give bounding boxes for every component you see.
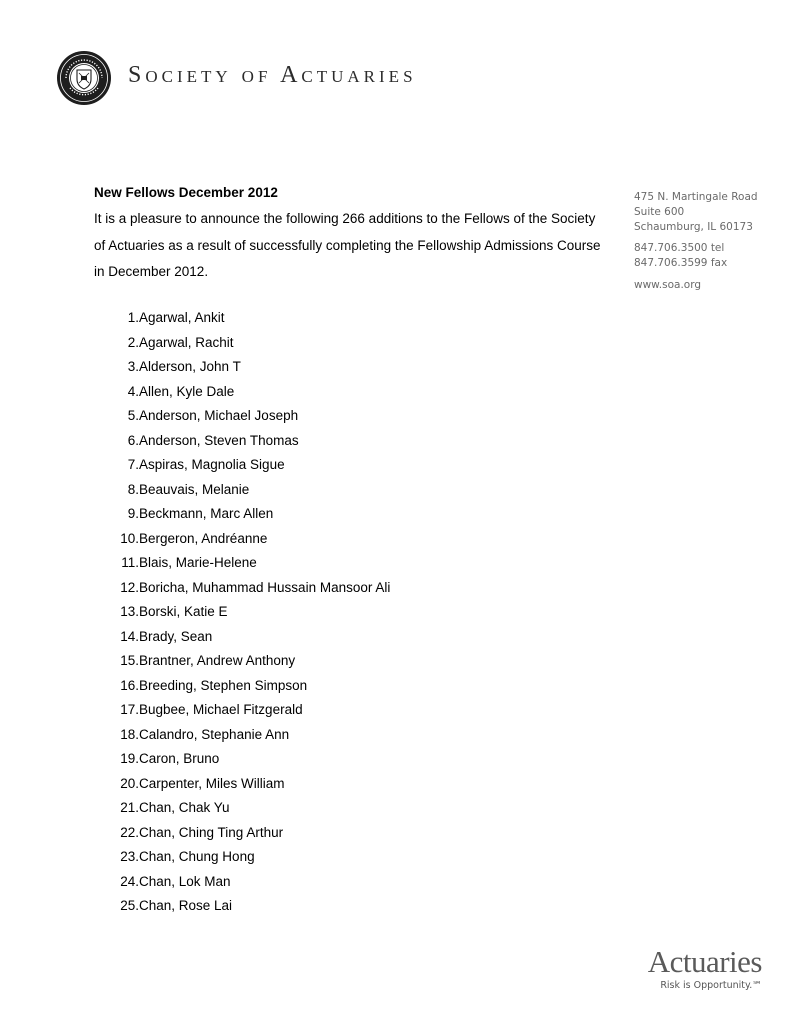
list-item <box>108 674 308 699</box>
document-title: New Fellows December 2012 <box>94 185 278 200</box>
list-number: 1. <box>127 310 139 325</box>
list-number: 17. <box>120 702 139 717</box>
fellow-name: Brantner, Andrew Anthony <box>139 653 296 668</box>
fellow-name: Calandro, Stephanie Ann <box>139 726 290 742</box>
fellow-name: Chan, Rose Lai <box>139 898 233 913</box>
intro-line: of Actuaries as a result of successfully completing the Fellowship Admissions Course <box>94 237 601 253</box>
fellow-name: Beauvais, Melanie <box>139 481 250 497</box>
list-number: 18. <box>120 726 139 742</box>
list-number: 12. <box>120 579 139 595</box>
organization-name: Society of Actuaries <box>128 62 417 88</box>
list-item <box>108 747 220 772</box>
brand-tagline: Risk is Opportunity.℠ <box>660 980 762 991</box>
fellow-name: Borski, Katie E <box>139 604 228 619</box>
intro-line: in December 2012. <box>94 264 209 279</box>
society-seal-icon <box>56 50 112 106</box>
fellow-name: Alderson, John T <box>139 359 241 374</box>
list-number: 16. <box>120 677 139 693</box>
fellow-name: Anderson, Michael Joseph <box>139 408 299 423</box>
fellow-name: Agarwal, Ankit <box>139 310 225 325</box>
list-number: 8. <box>127 481 139 497</box>
footer-brand <box>620 946 762 991</box>
list-item <box>108 478 250 503</box>
list-item <box>108 698 303 723</box>
fellow-name: Beckmann, Marc Allen <box>139 506 274 521</box>
fellow-name: Brady, Sean <box>139 628 213 644</box>
list-number: 6. <box>127 432 139 448</box>
list-item <box>108 821 284 846</box>
fellows-list <box>108 306 391 919</box>
contact-tel: 847.706.3500 tel <box>634 242 725 254</box>
list-item <box>108 649 296 674</box>
list-number: 10. <box>120 530 139 546</box>
list-item <box>108 404 299 429</box>
list-item <box>108 625 213 650</box>
intro-line: It is a pleasure to announce the following 266 additions to the Fellows of the Society <box>94 211 596 226</box>
list-number: 2. <box>127 334 139 350</box>
list-number: 20. <box>120 775 139 791</box>
contact-street: 475 N. Martingale Road <box>634 191 758 203</box>
list-number: 22. <box>120 824 139 840</box>
list-number: 13. <box>120 604 139 619</box>
contact-city: Schaumburg, IL 60173 <box>634 221 753 233</box>
fellow-name: Caron, Bruno <box>139 751 220 766</box>
list-item <box>108 600 228 625</box>
list-number: 9. <box>127 506 139 521</box>
fellow-name: Blais, Marie-Helene <box>139 555 257 570</box>
list-number: 19. <box>120 751 139 766</box>
list-item <box>108 723 290 748</box>
list-item <box>108 870 231 895</box>
fellow-name: Agarwal, Rachit <box>139 334 234 350</box>
list-item <box>108 453 285 478</box>
list-number: 21. <box>120 800 139 815</box>
fellow-name: Boricha, Muhammad Hussain Mansoor Ali <box>139 579 391 595</box>
fellow-name: Chan, Lok Man <box>139 873 231 889</box>
contact-suite: Suite 600 <box>634 206 685 218</box>
list-item <box>108 576 391 601</box>
list-item <box>108 380 235 405</box>
list-number: 4. <box>127 383 139 399</box>
list-item <box>108 331 234 356</box>
list-number: 7. <box>127 457 139 472</box>
contact-fax: 847.706.3599 fax <box>634 257 728 269</box>
list-item <box>108 894 233 919</box>
brand-wordmark: Actuaries <box>647 944 762 979</box>
list-number: 11. <box>121 555 139 570</box>
list-number: 23. <box>120 849 139 864</box>
list-item <box>108 527 268 552</box>
list-number: 25. <box>120 898 139 913</box>
list-item <box>108 502 274 527</box>
fellow-name: Chan, Chung Hong <box>139 849 255 864</box>
list-number: 3. <box>127 359 139 374</box>
list-item <box>108 551 257 576</box>
list-number: 24. <box>120 873 139 889</box>
list-item <box>108 306 225 331</box>
list-item <box>108 772 285 797</box>
intro-paragraph <box>94 206 634 286</box>
list-number: 15. <box>120 653 139 668</box>
fellow-name: Aspiras, Magnolia Sigue <box>139 457 285 472</box>
fellow-name: Allen, Kyle Dale <box>139 383 235 399</box>
fellow-name: Chan, Chak Yu <box>139 800 230 815</box>
fellow-name: Bergeron, Andréanne <box>139 530 268 546</box>
fellow-name: Carpenter, Miles William <box>139 775 285 791</box>
list-item <box>108 796 230 821</box>
list-number: 14. <box>120 628 139 644</box>
fellow-name: Bugbee, Michael Fitzgerald <box>139 702 303 717</box>
fellow-name: Chan, Ching Ting Arthur <box>139 824 284 840</box>
contact-web: www.soa.org <box>634 279 702 291</box>
contact-block <box>634 190 758 293</box>
fellow-name: Anderson, Steven Thomas <box>139 432 299 448</box>
fellow-name: Breeding, Stephen Simpson <box>139 677 308 693</box>
list-item <box>108 355 241 380</box>
list-item <box>108 429 299 454</box>
list-item <box>108 845 255 870</box>
list-number: 5. <box>127 408 139 423</box>
